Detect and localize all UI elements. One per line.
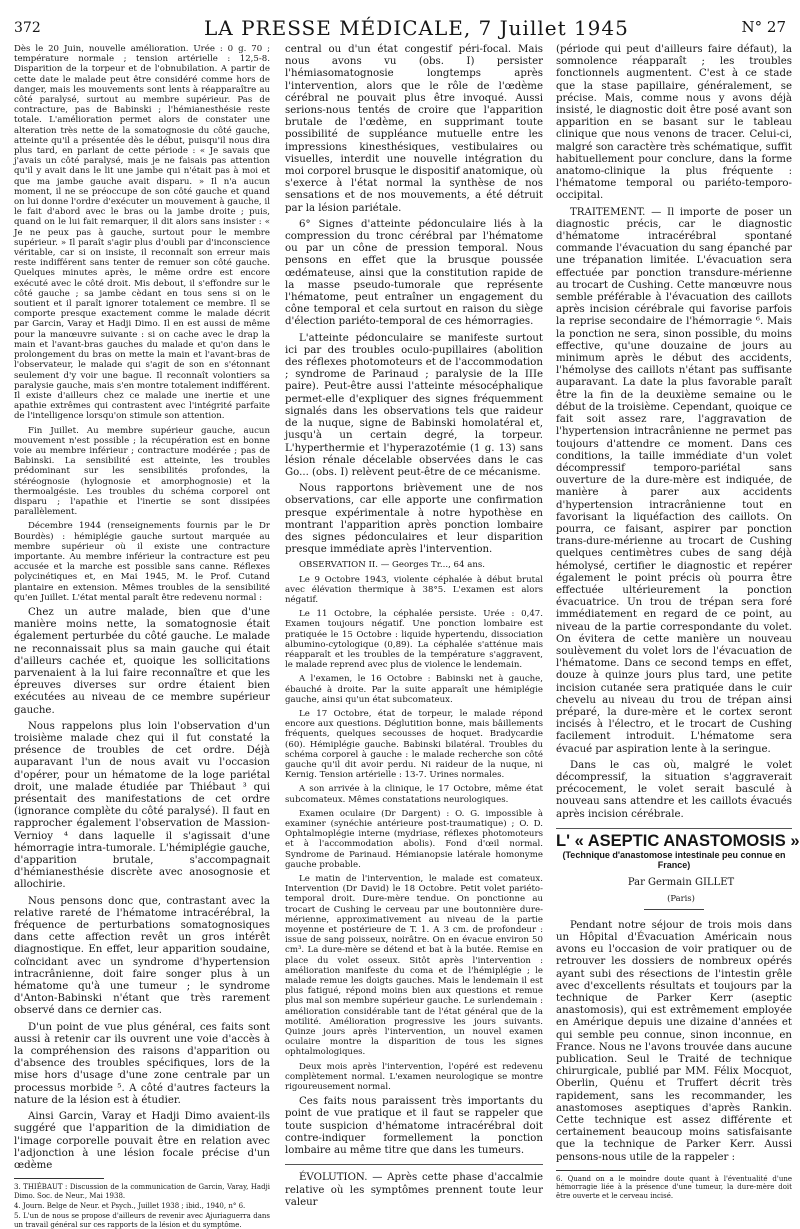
paragraph: Ainsi Garcin, Varay et Hadji Dimo avaient-ils suggéré que l'apparition de la dimidiation de l'image corporelle pouvait être en relation avec l'adjonction à une lésion focale précise d'un œdème bbox=[14, 1111, 270, 1171]
paragraph: A l'examen, le 16 Octobre : Babinski net à gauche, ébauché à droite. Par la suite apparaît une hémiplégie gauche, ainsi qu'un état subcomateux. bbox=[285, 674, 543, 705]
paragraph: L'atteinte pédonculaire se manifeste surtout ici par des troubles oculo-pupillaires (abolition des réflexes photomoteurs et de l'accommodation ; syndrome de Parinaud ; paralysie de la IIIe paire). Peut-être aussi l'atteinte mésocéphalique permet-elle d'expliquer des signes fréquemment signalés dans les observations tels que raideur de la nuque, signe de Babinski homolatéral et, jusqu'à un certain degré, la torpeur. L'hyperthermie et l'hyperazotémie (1 g. 13) sans lésion rénale décelable observées dans le cas Go... (obs. I) relèvent peut-être de ce mécanisme. bbox=[285, 332, 543, 478]
paragraph: Le matin de l'intervention, le malade est comateux. Intervention (Dr David) le 18 Octobre. Petit volet pariéto-temporal droit. Dure-mère tendue. On ponctionne au trocart de Cushing le cerveau par une boutonnière dure-mérienne, approximativement au niveau de la partie moyenne et postérieure de T. 1. A 3 cm. de profondeur : issue de sang poisseux, noirâtre. On en évacue environ 50 cm³. La dure-mère se détend et bat à la butée. Remise en place du volet osseux. Sitôt après l'intervention : amélioration manifeste du coma et de l'hémiplégie ; le malade remue les doigts gauches. Mais le lendemain il est plus fatigué, répond moins bien aux questions et remue plus mal son membre supérieur gauche. Le surlendemain : amélioration considérable tant de l'état général que de la motilité. Amélioration progressive les jours suivants. Quinze jours après l'intervention, un nouvel examen oculaire montre la disparition de tous les signes ophtalmologiques. bbox=[285, 874, 543, 1058]
paragraph: Dans le cas où, malgré le volet décompressif, la situation s'aggraverait précocement, le volet serait basculé à nouveau sans attendre et les caillots évacués après incision cérébrale. bbox=[556, 759, 792, 820]
article-author: Par Germain GILLET bbox=[627, 877, 735, 889]
footnote: 4. Journ. Belge de Neur. et Psych., Juillet 1938 ; ibid., 1940, n° 6. bbox=[14, 1201, 246, 1210]
paragraph: Examen oculaire (Dr Dargent) : O. G. impossible à examiner (synéchie antérieure post-traumatique) ; O. D. Ophtalmoplégie interne (mydriase, réflexes photomoteurs et à l'accommodation abolis). Fond d'œil normal. Syndrome de Parinaud. Hémianopsie latérale homonyme gauche probable. bbox=[285, 808, 543, 870]
author-divider bbox=[644, 909, 704, 910]
article-author-city: (Paris) bbox=[667, 892, 695, 903]
footnote: 6. Quand on a le moindre doute quant à l'éventualité d'une hémorragie liée à la présence d'une tumeur, la dure-mère doit être ouverte et le cerveau incisé. bbox=[556, 1174, 792, 1200]
paragraph: Nous pensons donc que, contrastant avec la relative rareté de l'hématome intracérébral, la fréquence de perturbations somatognosiques dans cette affection revêt un gros intérêt diagnostique. En effet, leur apparition soudaine, coïncidant avec un syndrome d'hypertension intracrânienne, doit faire songer plus à un hématome qu'à une tumeur ; le syndrome d'Anton-Babinski n'étant que très rarement observé dans ce dernier cas. bbox=[14, 895, 270, 1017]
article-subtitle: (Technique d'anastomose intestinale peu connue en France) bbox=[562, 850, 786, 871]
paragraph: Nous rapportons brièvement une de nos observations, car elle apporte une confirmation presque expérimentale à notre hypothèse en montrant l'apparition après ponction lombaire des signes pédonculaires et leur disparition presque immédiate après l'intervention. bbox=[285, 483, 543, 556]
column-right bbox=[556, 44, 800, 1200]
paragraph: A son arrivée à la clinique, le 17 Octobre, même état subcomateux. Mêmes constatations neurologiques. bbox=[285, 784, 543, 805]
paragraph: Décembre 1944 (renseignements fournis par le Dr Bourdès) : hémiplégie gauche surtout marquée au membre supérieur où il existe une contracture importante. Au membre inférieur la contracture est peu accusée et la marche est possible sans canne. Réflexes polycinétiques et, en Mai 1945, M. le Prof. Cutand plantaire en extension. Mêmes troubles de la sensibilité qu'en Juillet. L'état mental paraît être redevenu normal : bbox=[14, 521, 270, 603]
column-middle bbox=[285, 44, 543, 1208]
column-left bbox=[14, 44, 270, 1229]
paragraph: D'un point de vue plus général, ces faits sont aussi à retenir car ils ouvrent une voie d'accès à la compréhension des raisons d'apparition ou d'absence des troubles spécifiques, lors de la mise hors d'usage d'une zone centrale par un processus morbide ⁵. A côté d'autres facteurs la nature de la lésion est à étudier. bbox=[14, 1021, 270, 1106]
article-divider bbox=[556, 828, 792, 829]
paragraph: Deux mois après l'intervention, l'opéré est redevenu complètement normal. L'examen neurologique se montre rigoureusement normal. bbox=[285, 1061, 543, 1093]
paragraph: Pendant notre séjour de trois mois dans un Hôpital d'Évacuation Américain nous avons eu l'occasion de voir pratiquer ou de retrouver les dossiers de nombreux opérés ayant subi des résections de l'intestin grêle avec d'excellents résultats et toujours par la technique de Parker Kerr (aseptic anastomosis), qui est extrêmement employée en Amérique depuis une dizaine d'années et qui semble peu connue, sinon inconnue, en France. Nous ne l'avons trouvée dans aucune publication. Seul le Traité de technique chirurgicale, publié par MM. Félix Mocquot, Oberlin, Quénu et Truffert décrit très rapidement, sans les recommander, les anastomoses aseptiques d'après Rankin. Cette technique est assez différente et certainement beaucoup moins satisfaisante que la technique de Parker Kerr. Aussi pensons-nous utile de la rappeler : bbox=[556, 919, 792, 1163]
paragraph: central ou d'un état congestif péri-focal. Mais nous avons vu (obs. I) persister l'hémiasomatognosie longtemps après l'intervention, alors que le rôle de l'œdème cérébral ne pouvait plus être invoqué. Aussi serions-nous tentés de croire que l'apparition brutale de l'œdème, en supprimant toute possibilité de suppléance mutuelle entre les impressions kinesthésiques, vestibulaires ou visuelles, interdit une nouvelle intégration du moi corporel brusque le dispositif anatomique, où s'exerce à l'état normal la synthèse de nos sensations et de nos mouvements, a été détruit par la lésion pariétale. bbox=[285, 44, 543, 214]
paragraph: Fin Juillet. Au membre supérieur gauche, aucun mouvement n'est possible ; la récupération est en bonne voie au membre inférieur ; contracture modérée ; pas de Babinski. La sensibilité est atteinte, les troubles prédominant sur les sensibilités profondes, la stéréognosie (hylognosie et amorphognosie) et la thermoalgésie. Les troubles du schéma corporel ont disparu ; l'apathie et l'inertie se sont dissipées parallèlement. bbox=[14, 425, 270, 518]
evolution-paragraph: ÉVOLUTION. — Après cette phase d'accalmie relative où les symptômes prennent toute leur valeur bbox=[285, 1172, 543, 1208]
conclusion-paragraph: Ces faits nous paraissent très importants du point de vue pratique et il faut se rappeler que toute suspicion d'hématome intracérébral doit contre-indiquer formellement la ponction lombaire au même titre que dans les tumeurs. bbox=[285, 1096, 543, 1157]
page-number: 372 bbox=[14, 20, 41, 36]
paragraph: Chez un autre malade, bien que d'une manière moins nette, la somatognosie était également perturbée du côté gauche. Le malade ne reconnaissait plus sa main gauche qui était d'ailleurs cachée et, quoique les sollicitations parvenaient à la lui faire reconnaître et que les épreuves diverses sur ordre étaient bien exécutées au niveau de ce membre supérieur gauche. bbox=[14, 606, 270, 716]
observation-heading: OBSERVATION II. — Georges Tr..., 64 ans. bbox=[299, 560, 486, 571]
paragraph: 6° Signes d'atteinte pédonculaire liés à la compression du tronc cérébral par l'hématome ou par un cône de pression temporal. Nous pensons en effet que la brusque poussée œdémateuse, ainsi que la constitution rapide de la masse pseudo-tumorale que représente l'hématome, peut entraîner un engagement du cône temporal et cela surtout en raison du siège d'élection pariéto-temporal de ces hémorragies. bbox=[285, 218, 543, 328]
section-divider bbox=[285, 1164, 543, 1165]
paragraph: Nous rappelons plus loin l'observation d'un troisième malade chez qui il fut constaté la présence de troubles de cet ordre. Déjà auparavant l'un de nous avait vu l'occasion d'opérer, pour un hématome de la loge pariétal droit, une malade étudiée par Thiébaut ³ qui présentait des manifestations de cet ordre (ignorance complète du côté paralysé). Il faut en rapprocher également l'observation de Massion-Vernioy ⁴ dans laquelle il s'agissait d'une hémorragie intra-tumorale. L'hémiplégie gauche, d'apparition brutale, s'accompagnait d'hémianesthésie discrète avec anosognosie et allochirie. bbox=[14, 720, 270, 891]
treatment-paragraph: TRAITEMENT. — Il importe de poser un diagnostic précis, car le diagnostic d'hématome intracérébral spontané commande l'évacuation du sang épanché par une trépanation limitée. L'évacuation sera effectuée par ponction transdure-mérienne au trocart de Cushing. Cette manœuvre nous semble préférable à l'évacuation des caillots après incision cérébrale qui favorise parfois la reprise secondaire de l'hémorragie ⁶. Mais la ponction ne sera, sinon possible, du moins effective, qu'une douzaine de jours au minimum après le début des accidents, l'hémolyse des caillots n'étant pas suffisante auparavant. La date la plus favorable paraît être la fin de la deuxième semaine ou le début de la troisième. Cependant, quoique ce fait soit assez rare, l'aggravation de l'hypertension intracrânienne ne permet pas toujours d'attendre ce moment. Dans ces conditions, la taille immédiate d'un volet décompressif temporo-pariétal sans ouverture de la dure-mère est indiquée, de manière à parer aux accidents d'hypertension intracrânienne tout en favorisant la liquéfaction des caillots. On pourra, ce faisant, aspirer par ponction trans-dure-mérienne au trocart de Cushing quelques centimètres cubes de sang déjà hémolysé, certifier le diagnostic et repérer également le point précis où pourra être effectuée ultérieurement la ponction évacuatrice. Un trou de trépan sera foré immédiatement en regard de ce point, au niveau de la partie correspondante du volet. On évitera de cette manière un nouveau soulèvement du volet lors de l'évacuation de l'hématome. Dans ce second temps en effet, douze à quinze jours plus tard, une petite incision cutanée sera pratiquée dans le cuir chevelu au niveau du trou de trépan ainsi préparé, la dure-mère et le cortex seront incisés à l'électro, et le trocart de Cushing facilement introduit. L'hématome sera évacué par aspiration lente à la seringue. bbox=[556, 206, 792, 755]
paragraph: Le 9 Octobre 1943, violente céphalée à début brutal avec élévation thermique à 38°5. L'examen est alors négatif. bbox=[285, 574, 543, 605]
article-title: L' « ASEPTIC ANASTOMOSIS » bbox=[556, 831, 800, 850]
footnote: 3. THIÉBAUT : Discussion de la communication de Garcin, Varay, Hadji Dimo. Soc. de Neur., Mai 1938. bbox=[14, 1183, 270, 1200]
paragraph: Le 11 Octobre, la céphalée persiste. Urée : 0,47. Examen toujours négatif. Une ponction lombaire est pratiquée le 15 Octobre : liquide hypertendu, dissociation albumino-cytologique (0,89). La céphalée s'atténue mais réapparaît et les troubles de la température s'aggravent, le malade reprend avec plus de violence le lendemain. bbox=[285, 609, 543, 671]
paragraph: (période qui peut d'ailleurs faire défaut), la somnolence réapparaît ; les troubles fonctionnels augmentent. C'est à ce stade que la stase papillaire, généralement, se précise. Mais, comme nous y avons déjà insisté, le diagnostic doit être posé avant son apparition en se basant sur le tableau clinique que nous venons de tracer. Celui-ci, malgré son caractère très schématique, suffit habituellement pour conclure, dans la forme anatomo-clinique la plus fréquente : l'hématome temporal ou pariéto-temporo-occipital. bbox=[556, 44, 792, 202]
footnote-divider bbox=[556, 1170, 646, 1171]
issue-number: N° 27 bbox=[741, 18, 786, 36]
page-header bbox=[14, 12, 786, 42]
footnote: 5. L'un de nous se propose d'ailleurs de revenir avec Ajuriaguerra dans un travail général sur ces rapports de la lésion et du symptôme. bbox=[14, 1212, 270, 1229]
journal-title: LA PRESSE MÉDICALE, 7 Juillet 1945 bbox=[204, 16, 629, 40]
paragraph: Le 17 Octobre, état de torpeur, le malade répond encore aux questions. Déglutition bonne, mais bâillements fréquents, quelques secousses de hoquet. Bradycardie (60). Hémiplégie gauche. Babinski bilatéral. Troubles du schéma corporel à gauche : le malade recherche son côté gauche qu'il dit avoir perdu. Ni raideur de la nuque, ni Kernig. Tension artérielle : 13-7. Urines normales. bbox=[285, 708, 543, 781]
footnote-divider bbox=[14, 1178, 104, 1179]
paragraph: Dès le 20 Juin, nouvelle amélioration. Urée : 0 g. 70 ; température normale ; tension artérielle : 12,5-8. Disparition de la torpeur et de l'obnubilation. A partir de cette date le malade peut être considéré comme hors de danger, mais les mouvements sont lents à réapparaître au côté paralysé, surtout au membre supérieur. Pas de contracture, pas de Babinski ; l'hémianesthésie reste totale. L'amélioration permet alors de constater une alteration très nette de la somatognosie du côté gauche, atteinte qu'il a présentée dès le début, puisqu'il nous dira plus tard, en parlant de cette période : « Je savais que j'avais un côté paralysé, mais je ne faisais pas attention qu'il y avait dans le lit une jambe qui n'était pas à moi et que ma jambe gauche avait disparu. » Il n'a aucun moment, il ne se préoccupe de son côté gauche et quand on lui donne l'ordre d'exécuter un mouvement à gauche, il le fait d'abord avec le bras ou la jambe droite ; puis, quand on le lui fait remarquer, il dit alors sans insister : « Je ne peux pas à gauche, surtout pour le membre supérieur. » Il paraît s'agir plus d'oubli par d'inconscience véritable, car si on insiste, il reconnaît son erreur mais reste indifférent sans tenter de remuer son côté gauche. Quelques minutes après, le même ordre est encore exécuté avec le côté droit. Mis debout, il s'effondre sur le côté gauche ; sa jambe cèdant en tous sens si on le soutient et il paraît ignorer totalement ce membre. Il se comporte presque exactement comme le malade décrit par Garcin, Varay et Hadji Dimo. Il en est aussi de même pour la manœuvre suivante : si on cache avec le drap la main et l'avant-bras gauches du malade et qu'on dans le prolongement du bras on mette la main et l'avant-bras de l'observateur, le malade qui s'agit de son en s'étonnant seulement d'y voir une bague. Il reconnaît volontiers sa paralysie gauche, mais s'en montre totalement indifférent. Il existe d'ailleurs chez ce malade une inertie et une apathie extrêmes qui contrastent avec l'intégrité parfaite de l'intelligence lorsqu'on stimule son attention. bbox=[14, 44, 270, 422]
